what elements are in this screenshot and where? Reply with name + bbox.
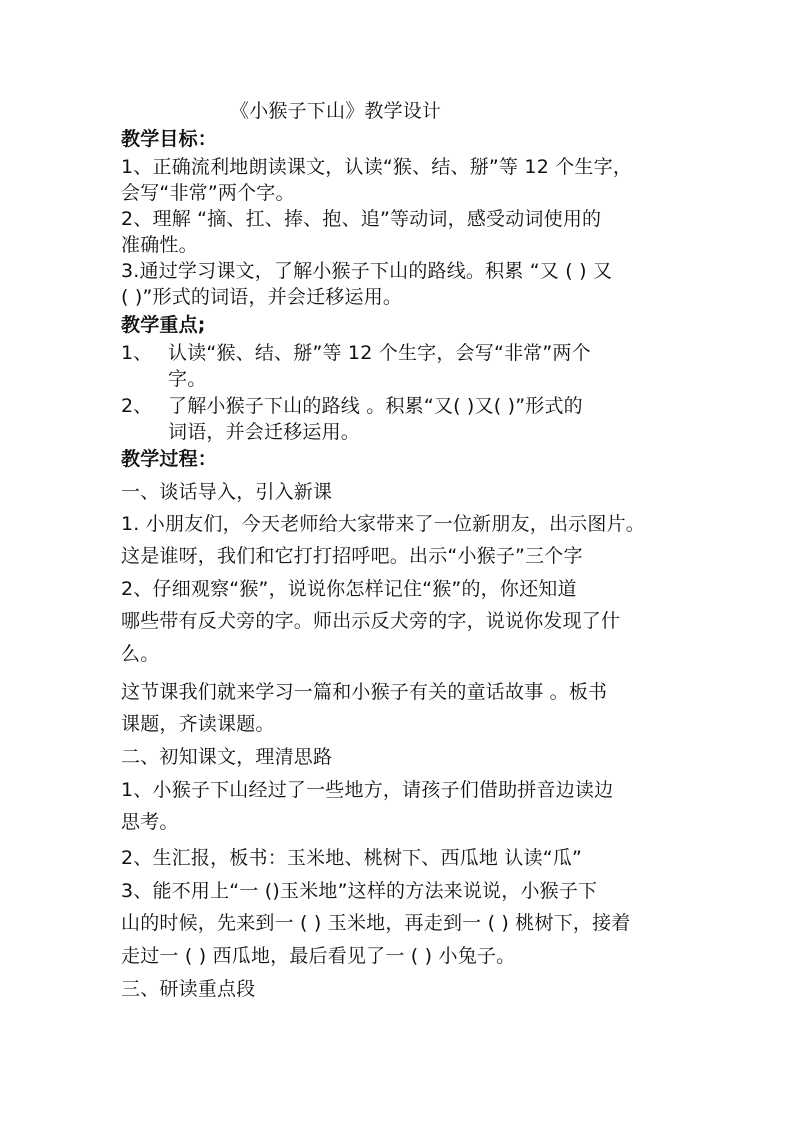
key-point-2-line-1: 了解小猴子下山的路线 。积累“又( )又( )”形式的 <box>168 395 583 417</box>
section-1-para-3-line-2: 课题，齐读课题。 <box>121 713 275 735</box>
section-2-para-1-line-2: 思考。 <box>121 811 179 833</box>
goal-3-line-2: ( )”形式的词语，并会迁移运用。 <box>121 286 403 308</box>
goal-3-line-1: 3.通过学习课文，了解小猴子下山的路线。积累 “又 ( ) 又 <box>121 260 613 282</box>
section-1-para-2-line-3: 么。 <box>121 643 160 665</box>
section-2-heading: 二、初知课文，理清思路 <box>121 746 333 768</box>
document-title: 《小猴子下山》教学设计 <box>230 100 442 122</box>
section-2-para-3-line-1: 3、能不用上“一 ()玉米地”这样的方法来说说，小猴子下 <box>121 880 598 902</box>
section-2-para-3-line-2: 山的时候，先来到一 ( ) 玉米地，再走到一 ( ) 桃树下，接着 <box>121 912 631 934</box>
section-1-para-1-line-1: 1. 小朋友们，今天老师给大家带来了一位新朋友，出示图片。 <box>121 513 645 535</box>
key-point-1-line-1: 认读“猴、结、掰”等 12 个生字，会写“非常”两个 <box>168 342 591 364</box>
key-point-2-number: 2、 <box>121 395 153 417</box>
section-1-para-2-line-1: 2、仔细观察“猴”，说说你怎样记住“猴”的，你还知道 <box>121 578 577 600</box>
section-1-para-1-line-2: 这是谁呀，我们和它打打招呼吧。出示“小猴子”三个字 <box>121 545 583 567</box>
section-3-heading: 三、研读重点段 <box>121 978 256 1000</box>
section-1-heading: 一、谈话导入，引入新课 <box>121 481 333 503</box>
key-point-2-line-2: 词语，并会迁移运用。 <box>168 421 361 443</box>
key-point-1-line-2: 字。 <box>168 368 207 390</box>
section-1-para-2-line-2: 哪些带有反犬旁的字。师出示反犬旁的字，说说你发现了什 <box>121 610 621 632</box>
key-point-1-number: 1、 <box>121 342 153 364</box>
section-2-para-1-line-1: 1、小猴子下山经过了一些地方，请孩子们借助拼音边读边 <box>121 779 614 801</box>
goal-2-line-2: 准确性。 <box>121 234 198 256</box>
section-2-para-3-line-3: 走过一 ( ) 西瓜地，最后看见了一 ( ) 小兔子。 <box>121 945 516 967</box>
goal-2-line-1: 2、理解 “摘、扛、捧、抱、追”等动词，感受动词使用的 <box>121 208 602 230</box>
process-heading: 教学过程： <box>121 448 218 470</box>
section-1-para-3-line-1: 这节课我们就来学习一篇和小猴子有关的童话故事 。板书 <box>121 681 608 703</box>
goals-heading: 教学目标： <box>121 128 218 150</box>
goal-1-line-1: 1、正确流利地朗读课文，认读“猴、结、掰”等 12 个生字， <box>121 156 633 178</box>
goal-1-line-2: 会写“非常”两个字。 <box>121 182 295 204</box>
section-2-para-2: 2、生汇报，板书：玉米地、桃树下、西瓜地 认读“瓜” <box>121 847 583 869</box>
key-points-heading: 教学重点; <box>121 314 206 336</box>
